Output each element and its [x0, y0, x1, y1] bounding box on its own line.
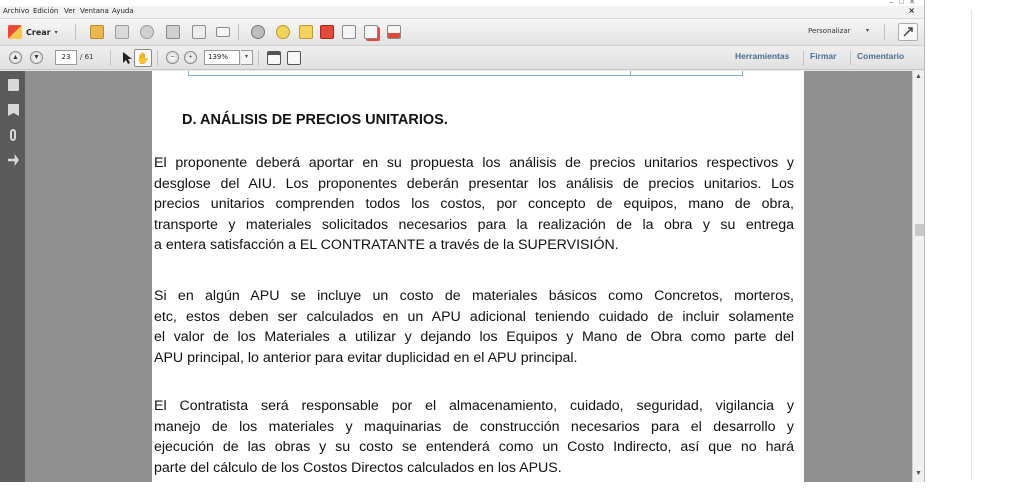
upload-cloud-button[interactable] [138, 23, 156, 41]
signature-icon[interactable] [8, 154, 19, 166]
document-viewport[interactable] [25, 71, 912, 482]
paragraph-line: desglose del AIU. Los proponentes deberán presentar los análisis de precios unitarios. Los [154, 175, 794, 192]
table-fragment [188, 71, 743, 76]
toolbar-divider [238, 24, 239, 40]
paragraph-line: El proponente deberá aportar en su propuesta los análisis de precios unitarios respectivos y [154, 155, 794, 171]
main-toolbar [0, 18, 925, 46]
paragraph-line: precios unitarios comprenden todos los costos, por concepto de equipos, mano de obra, [154, 196, 794, 213]
tools-link[interactable]: Herramientas [735, 51, 790, 61]
cloud-icon [140, 25, 154, 39]
navigation-pane [0, 71, 25, 482]
next-page-button[interactable] [30, 51, 43, 64]
menu-ver[interactable]: Ver [64, 7, 76, 15]
paragraph-line: El Contratista será responsable por el almacenamiento, cuidado, seguridad, vigilancia y [154, 398, 794, 414]
lock-document-icon [387, 25, 401, 39]
chevron-down-icon: ▾ [54, 28, 58, 36]
pdf-page [152, 71, 804, 482]
email-button[interactable] [214, 23, 232, 41]
close-document-icon[interactable]: × [908, 6, 915, 15]
scroll-down-arrow-icon[interactable]: ▼ [915, 470, 922, 477]
toolbar-divider [110, 50, 111, 66]
attachment-paperclip-icon[interactable] [10, 129, 16, 141]
arrow-down-icon: ▼ [33, 54, 40, 61]
navigation-toolbar [0, 46, 925, 70]
speech-bubble-icon [276, 25, 290, 39]
chevron-down-icon: ▾ [244, 54, 248, 60]
paragraph-line: Si en algún APU se incluye un costo de materiales básicos como Concretos, morteros, [154, 288, 794, 304]
settings-button[interactable] [249, 23, 267, 41]
pdf-export-button[interactable] [318, 23, 336, 41]
table-cell-divider [630, 71, 631, 75]
expand-icon [902, 26, 914, 38]
highlight-comment-icon [299, 25, 313, 39]
section-heading: D. ANÁLISIS DE PRECIOS UNITARIOS. [182, 112, 448, 128]
toolbar-divider [850, 51, 851, 65]
divider [971, 10, 972, 480]
zoom-in-button[interactable] [184, 51, 197, 64]
create-icon [8, 25, 22, 39]
fullscreen-button[interactable] [898, 23, 918, 41]
hand-icon: ✋ [136, 52, 150, 65]
customize-label[interactable]: Personalizar [808, 27, 851, 35]
document-icon [342, 25, 356, 39]
page-thumbnails-icon[interactable] [8, 79, 19, 91]
document-icon-button[interactable] [340, 23, 358, 41]
combine-icon [364, 25, 378, 39]
scroll-up-arrow-icon[interactable]: ▲ [915, 73, 922, 80]
cursor-arrow-icon [121, 51, 133, 65]
fit-page-icon [267, 51, 281, 65]
menu-ayuda[interactable]: Ayuda [112, 7, 134, 15]
toolbar-divider [884, 24, 885, 40]
plus-icon: + [188, 54, 193, 61]
secure-button[interactable] [385, 23, 403, 41]
edit-button[interactable] [190, 23, 208, 41]
print-button[interactable] [164, 23, 182, 41]
page-total: / 61 [80, 53, 94, 61]
edit-pencil-icon [192, 25, 206, 39]
desktop-background [926, 0, 1026, 489]
minus-icon: − [170, 54, 175, 61]
zoom-dropdown-button[interactable] [241, 50, 253, 65]
open-folder-button[interactable] [88, 23, 106, 41]
menu-ventana[interactable]: Ventana [80, 7, 109, 15]
create-label: Crear [26, 27, 51, 37]
hand-tool-button[interactable] [134, 49, 152, 67]
paragraph-line: el valor de los Materiales a utilizar y dejando los Equipos y Mano de Obra como parte del [154, 329, 794, 346]
toolbar-divider [157, 50, 158, 66]
paragraph-line: parte del cálculo de los Costos Directos calculados en los APUS. [154, 459, 562, 476]
save-icon [115, 25, 129, 39]
paragraph-3 [154, 396, 794, 478]
comment-bubble-button[interactable] [274, 23, 292, 41]
pdf-icon [320, 25, 334, 39]
paragraph-line: etc, estos deben ser calculados en un APU adicional teniendo cuidado de incluir solamente [154, 308, 794, 325]
paragraph-line: ejecución de las obras y su costo se entenderá como un Costo Indirecto, así que no hará [154, 439, 794, 456]
fit-width-icon [287, 51, 301, 65]
paragraph-line: manejo de los materiales y maquinarias de construcción necesarios para el desarrollo y [154, 418, 794, 435]
menu-edicion[interactable]: Edición [33, 7, 59, 15]
toolbar-divider [803, 51, 804, 65]
menu-bar [0, 6, 925, 18]
paragraph-line: APU principal, lo anterior para evitar duplicidad en el APU principal. [154, 349, 578, 366]
window-controls[interactable]: – □ ✕ [889, 0, 915, 6]
open-folder-icon [90, 25, 104, 39]
fit-width-button[interactable] [285, 49, 303, 67]
scrollbar-thumb[interactable] [915, 224, 924, 236]
highlight-button[interactable] [297, 23, 315, 41]
chevron-down-icon[interactable]: ▾ [866, 28, 870, 34]
create-button[interactable] [8, 23, 58, 41]
save-button[interactable] [113, 23, 131, 41]
toolbar-divider [258, 50, 259, 66]
arrow-up-icon: ▲ [12, 54, 19, 61]
sign-link[interactable]: Firmar [810, 51, 837, 61]
paragraph-line: a entera satisfacción a EL CONTRATANTE a través de la SUPERVISIÓN. [154, 237, 619, 254]
zoom-out-button[interactable] [166, 51, 179, 64]
paragraph-line: transporte y materiales solicitados necesarios para la realización de la obra y su entrega [154, 216, 794, 233]
bookmark-icon[interactable] [8, 104, 19, 116]
combine-files-button[interactable] [362, 23, 380, 41]
toolbar-divider [75, 24, 76, 40]
vertical-scrollbar[interactable] [912, 71, 925, 482]
zoom-level-input[interactable]: 139% [204, 50, 240, 65]
envelope-icon [216, 27, 230, 37]
comment-link[interactable]: Comentario [857, 51, 905, 61]
fit-page-button[interactable] [265, 49, 283, 67]
menu-archivo[interactable]: Archivo [3, 7, 30, 15]
gear-icon [251, 25, 265, 39]
paragraph-1 [154, 153, 794, 256]
printer-icon [166, 25, 180, 39]
page-number-input[interactable]: 23 [55, 50, 77, 65]
previous-page-button[interactable] [9, 51, 22, 64]
paragraph-2 [154, 286, 794, 368]
